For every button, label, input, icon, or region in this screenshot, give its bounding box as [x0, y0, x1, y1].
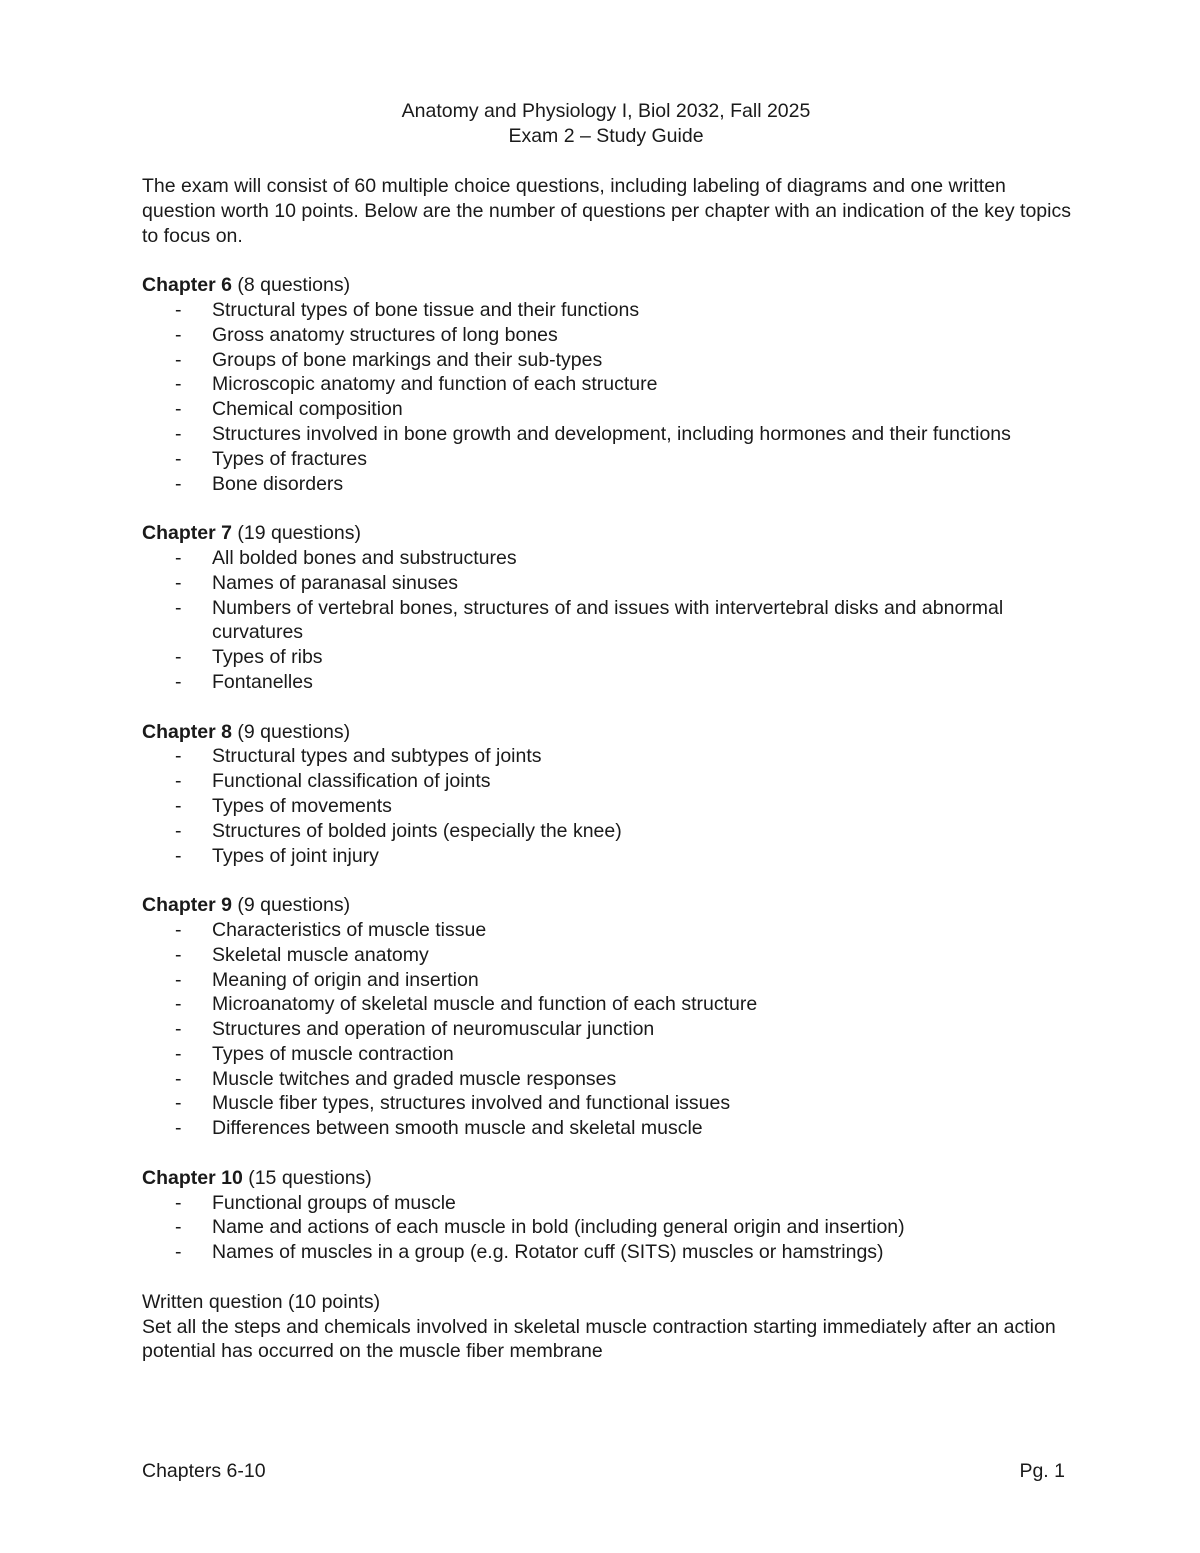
- bullet-dash: -: [175, 1092, 182, 1115]
- document-header: [0, 99, 1200, 149]
- topic-item: [142, 769, 1072, 794]
- topic-item: [142, 844, 1072, 869]
- chapter-section: [142, 521, 1072, 695]
- chapter-heading: [142, 893, 1072, 918]
- chapter-section: [142, 893, 1072, 1141]
- topic-item: [142, 1240, 1072, 1265]
- topic-item: [142, 422, 1072, 447]
- topic-text: Functional classification of joints: [212, 770, 491, 793]
- document-body: [142, 174, 1072, 1364]
- bullet-dash: -: [175, 1018, 182, 1041]
- topic-item: [142, 298, 1072, 323]
- topic-item: [142, 1191, 1072, 1216]
- chapter-heading: [142, 720, 1072, 745]
- chapter-heading: [142, 521, 1072, 546]
- topic-item: [142, 1091, 1072, 1116]
- topic-text: Structures and operation of neuromuscular junction: [212, 1018, 655, 1041]
- chapter-question-count: (9 questions): [231, 894, 351, 917]
- topic-text: Gross anatomy structures of long bones: [212, 323, 558, 346]
- topic-item: [142, 819, 1072, 844]
- topic-text: Numbers of vertebral bones, structures of and issues with intervertebral disks and abnormal curvatures: [212, 596, 1004, 644]
- topic-text: Structural types of bone tissue and their functions: [212, 298, 640, 321]
- bullet-dash: -: [175, 844, 182, 867]
- topic-item: [142, 968, 1072, 993]
- topic-item: [142, 943, 1072, 968]
- topic-item: [142, 1116, 1072, 1141]
- chapter-section: [142, 720, 1072, 869]
- bullet-dash: -: [175, 1216, 182, 1239]
- chapter-title: Chapter 7: [142, 522, 232, 545]
- bullet-dash: -: [175, 546, 182, 569]
- topic-text: Structural types and subtypes of joints: [212, 745, 542, 768]
- topic-text: Bone disorders: [212, 472, 344, 495]
- bullet-dash: -: [175, 298, 182, 321]
- chapter-heading: [142, 1166, 1072, 1191]
- bullet-dash: -: [175, 745, 182, 768]
- bullet-dash: -: [175, 373, 182, 396]
- bullet-dash: -: [175, 348, 182, 371]
- topic-text: Muscle fiber types, structures involved and functional issues: [212, 1092, 731, 1115]
- topic-text: Meaning of origin and insertion: [212, 968, 479, 991]
- topic-text: Differences between smooth muscle and skeletal muscle: [212, 1117, 703, 1140]
- topic-item: [142, 744, 1072, 769]
- page-number: Pg. 1: [1019, 1460, 1065, 1482]
- chapter-question-count: (15 questions): [242, 1166, 372, 1189]
- topic-item: [142, 447, 1072, 472]
- topic-list: [142, 1191, 1072, 1265]
- topic-text: Groups of bone markings and their sub-types: [212, 348, 603, 371]
- topic-text: Types of ribs: [212, 646, 323, 669]
- topic-text: Types of movements: [212, 794, 392, 817]
- topic-text: Chemical composition: [212, 398, 403, 421]
- bullet-dash: -: [175, 447, 182, 470]
- topic-text: Fontanelles: [212, 670, 313, 693]
- chapter-question-count: (9 questions): [231, 720, 351, 743]
- topic-item: [142, 670, 1072, 695]
- topic-item: [142, 645, 1072, 670]
- topic-text: Microanatomy of skeletal muscle and function of each structure: [212, 993, 758, 1016]
- topic-text: Names of paranasal sinuses: [212, 571, 459, 594]
- document-title: Exam 2 – Study Guide: [508, 124, 704, 147]
- chapter-question-count: (19 questions): [231, 522, 361, 545]
- topic-list: [142, 298, 1072, 496]
- topic-item: [142, 1017, 1072, 1042]
- chapter-title: Chapter 10: [142, 1166, 243, 1189]
- chapter-title: Chapter 9: [142, 894, 232, 917]
- topic-item: [142, 596, 1072, 646]
- bullet-dash: -: [175, 1117, 182, 1140]
- bullet-dash: -: [175, 943, 182, 966]
- bullet-dash: -: [175, 993, 182, 1016]
- topic-item: [142, 372, 1072, 397]
- intro-paragraph: The exam will consist of 60 multiple choice questions, including labeling of diagrams and one written question worth 10 points. Below are the number of questions per chapter with an indication of the key topics to focus on.: [142, 175, 1071, 247]
- bullet-dash: -: [175, 770, 182, 793]
- written-question-heading: Written question (10 points): [142, 1290, 381, 1313]
- topic-text: Skeletal muscle anatomy: [212, 943, 429, 966]
- topic-text: Names of muscles in a group (e.g. Rotator cuff (SITS) muscles or hamstrings): [212, 1241, 884, 1264]
- topic-text: Characteristics of muscle tissue: [212, 918, 487, 941]
- bullet-dash: -: [175, 794, 182, 817]
- written-question-text: Set all the steps and chemicals involved in skeletal muscle contraction starting immediately after an action potential has occurred on the muscle fiber membrane: [142, 1315, 1056, 1363]
- chapter-title: Chapter 8: [142, 720, 232, 743]
- topic-item: [142, 1215, 1072, 1240]
- topic-item: [142, 918, 1072, 943]
- topic-text: Name and actions of each muscle in bold (including general origin and insertion): [212, 1216, 905, 1239]
- bullet-dash: -: [175, 646, 182, 669]
- bullet-dash: -: [175, 670, 182, 693]
- topic-text: Types of joint injury: [212, 844, 379, 867]
- topic-item: [142, 1067, 1072, 1092]
- bullet-dash: -: [175, 1067, 182, 1090]
- footer-chapters: Chapters 6-10: [142, 1460, 266, 1482]
- chapter-section: [142, 273, 1072, 496]
- bullet-dash: -: [175, 571, 182, 594]
- bullet-dash: -: [175, 398, 182, 421]
- topic-item: [142, 546, 1072, 571]
- chapter-list: [142, 273, 1072, 1265]
- topic-list: [142, 546, 1072, 695]
- topic-item: [142, 992, 1072, 1017]
- topic-item: [142, 794, 1072, 819]
- bullet-dash: -: [175, 918, 182, 941]
- topic-text: Structures involved in bone growth and development, including hormones and their functions: [212, 422, 1011, 445]
- topic-item: [142, 1042, 1072, 1067]
- chapter-question-count: (8 questions): [231, 274, 351, 297]
- bullet-dash: -: [175, 1042, 182, 1065]
- chapter-section: [142, 1166, 1072, 1265]
- bullet-dash: -: [175, 472, 182, 495]
- bullet-dash: -: [175, 422, 182, 445]
- topic-text: Microscopic anatomy and function of each structure: [212, 373, 658, 396]
- bullet-dash: -: [175, 596, 182, 619]
- written-question-section: [142, 1290, 1072, 1364]
- topic-text: Types of fractures: [212, 447, 367, 470]
- bullet-dash: -: [175, 323, 182, 346]
- bullet-dash: -: [175, 819, 182, 842]
- bullet-dash: -: [175, 1241, 182, 1264]
- topic-item: [142, 397, 1072, 422]
- topic-item: [142, 323, 1072, 348]
- topic-item: [142, 472, 1072, 497]
- bullet-dash: -: [175, 1191, 182, 1214]
- topic-list: [142, 918, 1072, 1141]
- chapter-heading: [142, 273, 1072, 298]
- topic-text: Muscle twitches and graded muscle responses: [212, 1067, 617, 1090]
- topic-text: All bolded bones and substructures: [212, 546, 517, 569]
- course-title: Anatomy and Physiology I, Biol 2032, Fall 2025: [401, 100, 811, 122]
- topic-item: [142, 348, 1072, 373]
- chapter-title: Chapter 6: [142, 274, 232, 297]
- topic-text: Types of muscle contraction: [212, 1042, 454, 1065]
- topic-text: Structures of bolded joints (especially the knee): [212, 819, 622, 842]
- topic-text: Functional groups of muscle: [212, 1191, 456, 1214]
- bullet-dash: -: [175, 968, 182, 991]
- topic-list: [142, 744, 1072, 868]
- topic-item: [142, 571, 1072, 596]
